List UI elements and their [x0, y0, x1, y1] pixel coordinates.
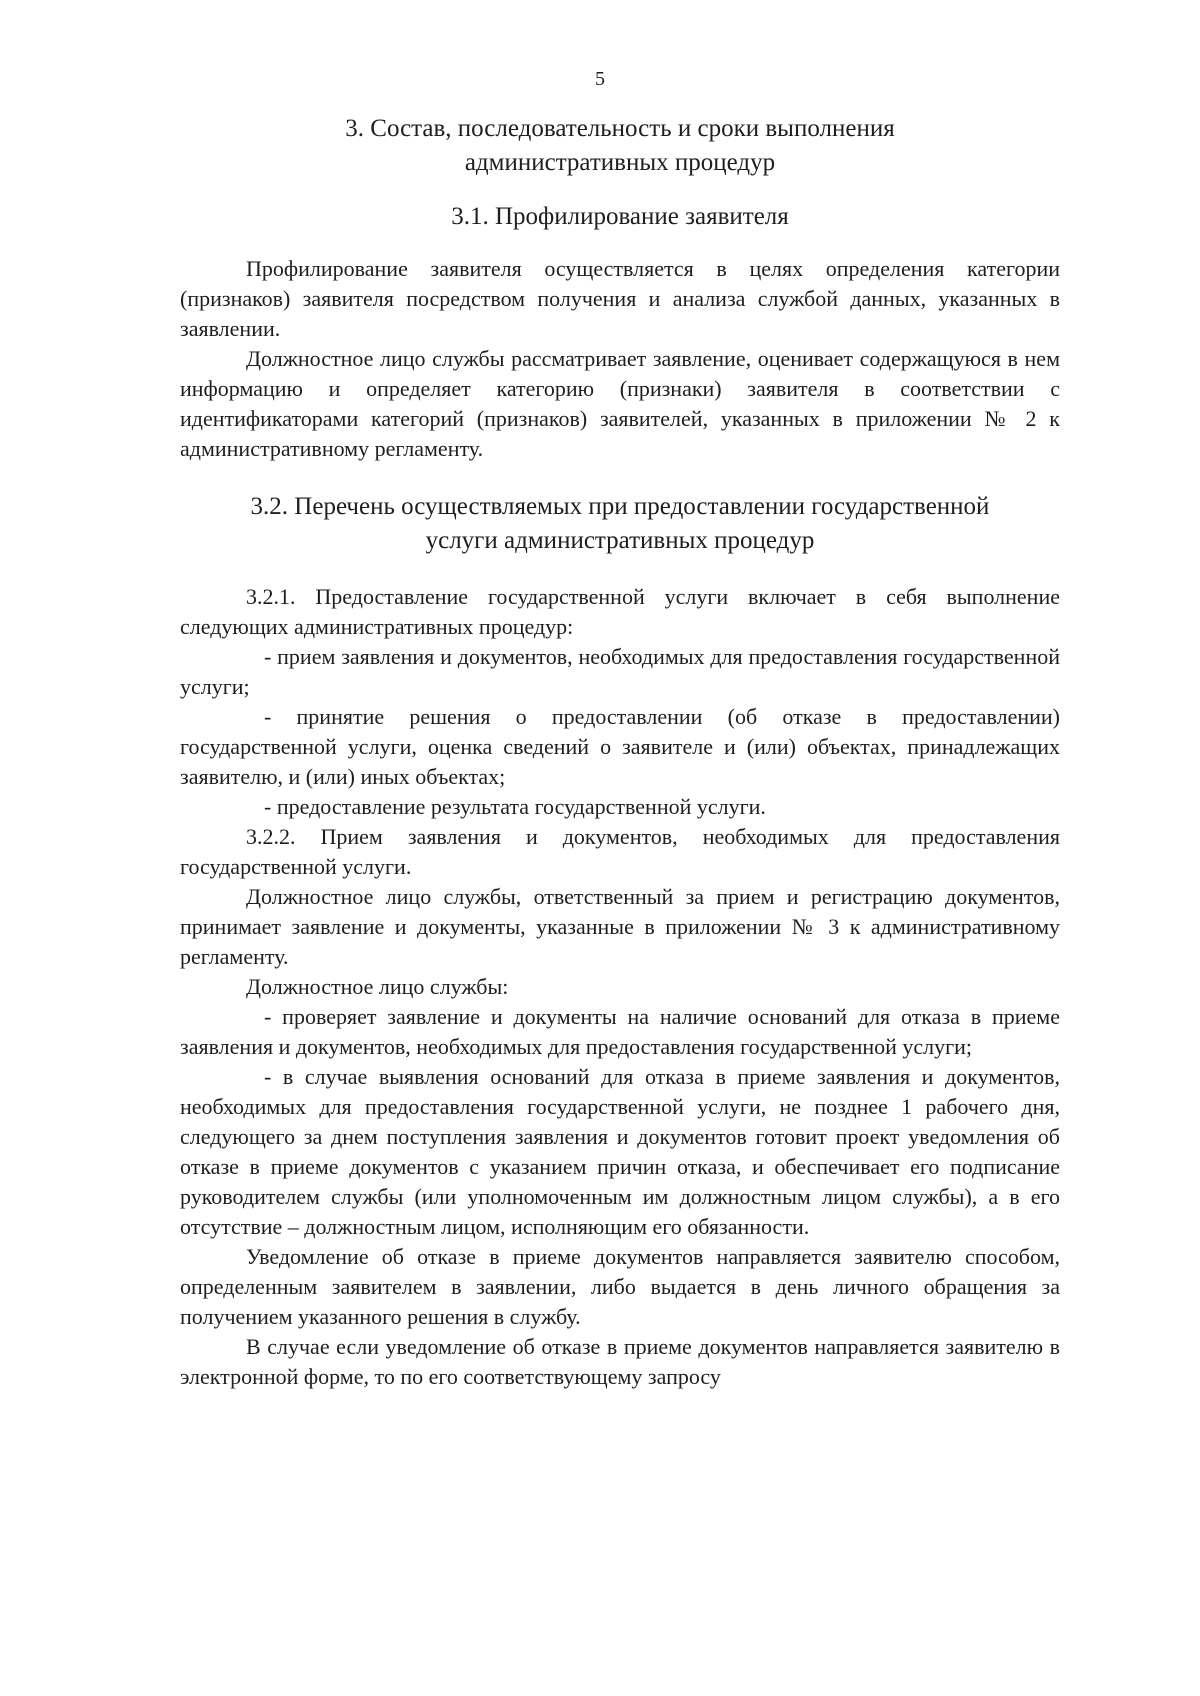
paragraph-3-2-2: 3.2.2. Прием заявления и документов, необходимых для предоставления государственной услуги.	[180, 824, 1060, 879]
section-heading-line-2: административных процедур	[464, 149, 776, 176]
paragraph-official-duties: Должностное лицо службы:	[246, 974, 509, 999]
list-item-reception: - прием заявления и документов, необходимых для предоставления государственной услуги;	[180, 644, 1060, 699]
page-content	[180, 112, 1060, 1392]
subsection-3-1-heading: 3.1. Профилирование заявителя	[451, 203, 789, 230]
paragraph-3-2-1: 3.2.1. Предоставление государственной услуги включает в себя выполнение следующих административных процедур:	[180, 584, 1060, 639]
paragraph-electronic-form: В случае если уведомление об отказе в приеме документов направляется заявителю в электронной форме, то по его соответствующему запросу	[180, 1334, 1060, 1389]
list-item-check-documents: - проверяет заявление и документы на наличие оснований для отказа в приеме заявления и документов, необходимых для предоставления государственной услуги;	[180, 1004, 1060, 1059]
paragraph-official-reception: Должностное лицо службы, ответственный за прием и регистрацию документов, принимает заявление и документы, указанные в приложении № 3 к административному регламенту.	[180, 884, 1060, 969]
subsection-3-2-heading-line-2: услуги административных процедур	[425, 527, 815, 554]
list-item-decision: - принятие решения о предоставлении (об отказе в предоставлении) государственной услуги, оценка сведений о заявителе и (или) объектах, принадлежащих заявителю, и (или) иных объектах;	[180, 704, 1060, 789]
paragraph-profiling-purpose: Профилирование заявителя осуществляется в целях определения категории (признаков) заявителя посредством получения и анализа службой данных, указанных в заявлении.	[180, 256, 1060, 341]
page-number: 5	[595, 68, 605, 90]
list-item-refusal-notice: - в случае выявления оснований для отказа в приеме заявления и документов, необходимых для предоставления государственной услуги, не позднее 1 рабочего дня, следующего за днем поступления заявления и документов готовит проект уведомления об отказе в приеме документов с указанием причин отказа, и обеспечивает его подписание руководителем службы (или уполномоченным им должностным лицом службы), а в его отсутствие – должностным лицом, исполняющим его обязанности.	[180, 1064, 1060, 1239]
section-heading-line-1: 3. Состав, последовательность и сроки выполнения	[345, 115, 895, 142]
list-item-result: - предоставление результата государственной услуги.	[264, 794, 766, 819]
paragraph-profiling-official: Должностное лицо службы рассматривает заявление, оценивает содержащуюся в нем информацию и определяет категорию (признаки) заявителя в соответствии с идентификаторами категорий (признаков) заявителей, указанных в приложении № 2 к административному регламенту.	[180, 346, 1060, 461]
subsection-3-2-heading-line-1: 3.2. Перечень осуществляемых при предоставлении государственной	[250, 493, 990, 520]
paragraph-notice-delivery: Уведомление об отказе в приеме документов направляется заявителю способом, определенным заявителем в заявлении, либо выдается в день личного обращения за получением указанного решения в службу.	[180, 1244, 1060, 1329]
